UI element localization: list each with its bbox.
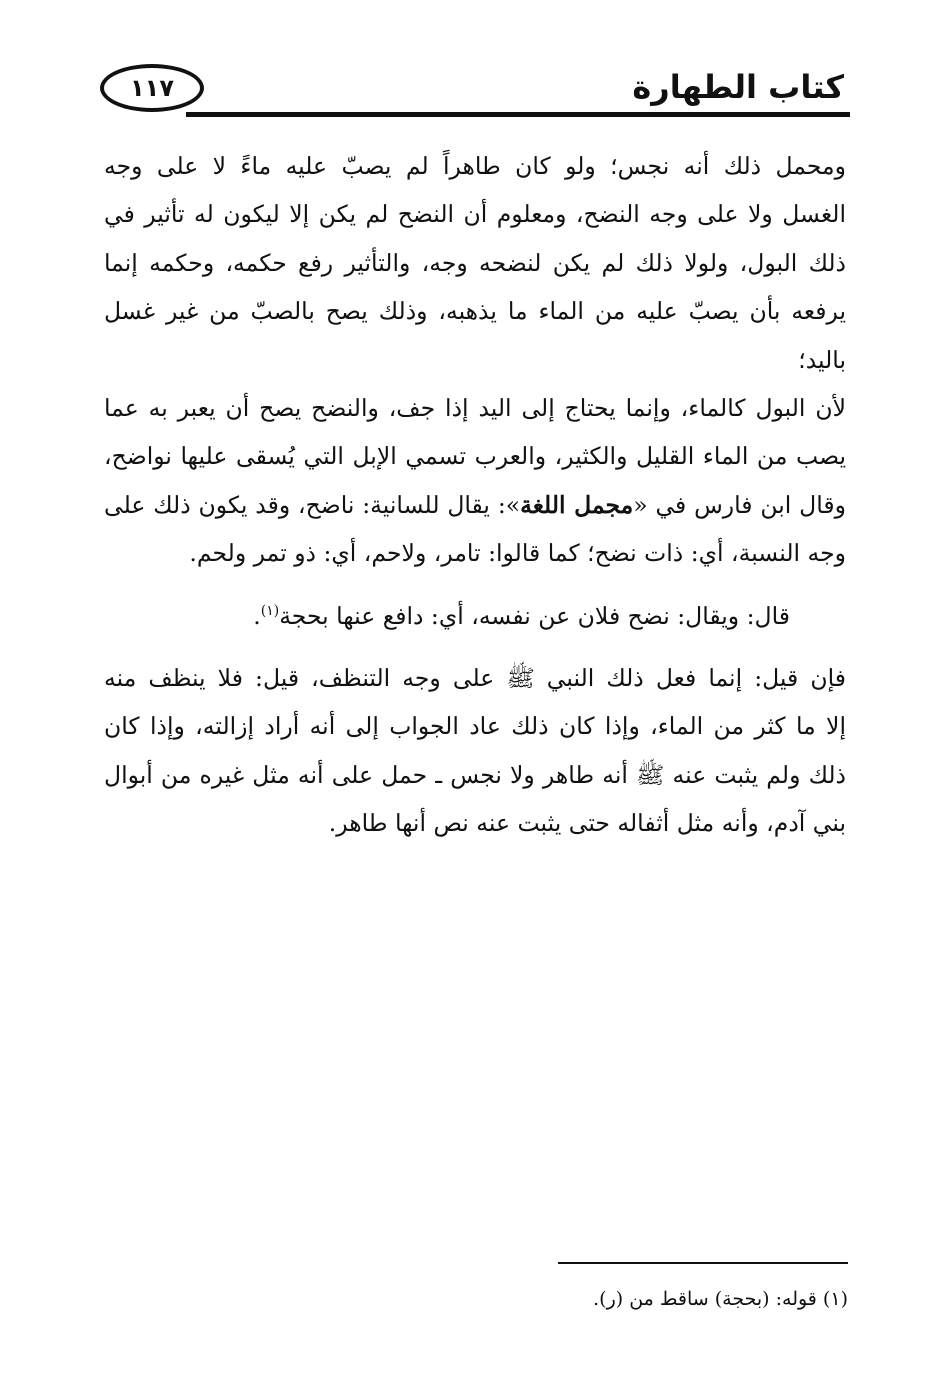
text-segment: »: يقال للسانية: ناضح، وقد يكون ذلك على bbox=[104, 490, 521, 519]
text-line: إلا ما كثر من الماء، وإذا كان ذلك عاد الجواب إلى أنه أراد إزالته، وإذا كان bbox=[104, 712, 846, 741]
text-line: يصب من الماء القليل والكثير، والعرب تسمي الإبل التي يُسقى عليها نواضح، bbox=[104, 442, 846, 471]
text-line: لأن البول كالماء، وإنما يحتاج إلى اليد إذا جف، والنضح يصح أن يعبر به عما bbox=[104, 394, 846, 423]
text-line: الغسل ولا على وجه النضح، ومعلوم أن النضح لم يكن إلا ليكون له تأثير في bbox=[104, 200, 846, 229]
quote-end: . bbox=[253, 601, 261, 630]
text-line: ذلك ولم يثبت عنه ﷺ أنه طاهر ولا نجس ـ حمل على أنه مثل غيره من أبوال bbox=[104, 760, 846, 789]
text-segment: وقال ابن فارس في « bbox=[633, 490, 846, 519]
footnote-rule bbox=[558, 1262, 848, 1264]
quote-text: قال: ويقال: نضح فلان عن نفسه، أي: دافع عنها بحجة bbox=[279, 601, 790, 630]
text-line-with-title bbox=[104, 481, 846, 529]
chapter-title: كتاب الطهارة bbox=[632, 68, 844, 106]
page-number: ١١٧ bbox=[130, 74, 174, 102]
page-header bbox=[100, 58, 850, 118]
text-line: فإن قيل: إنما فعل ذلك النبي ﷺ على وجه التنظف، قيل: فلا ينظف منه bbox=[104, 664, 846, 693]
book-title: مجمل اللغة bbox=[520, 490, 634, 519]
page-number-oval bbox=[100, 64, 204, 112]
body-text bbox=[104, 142, 846, 848]
footnote: (١) قوله: (بحجة) ساقط من (ر). bbox=[593, 1288, 848, 1310]
text-line: بني آدم، وأنه مثل أثفاله حتى يثبت عنه نص أنها طاهر. bbox=[328, 809, 846, 838]
footnote-marker: (١) bbox=[260, 602, 280, 619]
header-rule bbox=[186, 112, 850, 117]
text-line: ذلك البول، ولولا ذلك لم يكن لنضحه وجه، والتأثير رفع حكمه، وحكمه إنما bbox=[104, 248, 846, 277]
quote-paragraph bbox=[104, 592, 846, 640]
paragraph-2 bbox=[104, 654, 846, 848]
paragraph-1 bbox=[104, 142, 846, 578]
text-line: ومحمل ذلك أنه نجس؛ ولو كان طاهراً لم يصبّ عليه ماءً لا على وجه bbox=[104, 152, 846, 180]
text-line: وجه النسبة، أي: ذات نضح؛ كما قالوا: تامر، ولاحم، أي: ذو تمر ولحم. bbox=[189, 539, 846, 568]
text-line: يرفعه بأن يصبّ عليه من الماء ما يذهبه، وذلك يصح بالصبّ من غير غسل باليد؛ bbox=[104, 297, 846, 374]
